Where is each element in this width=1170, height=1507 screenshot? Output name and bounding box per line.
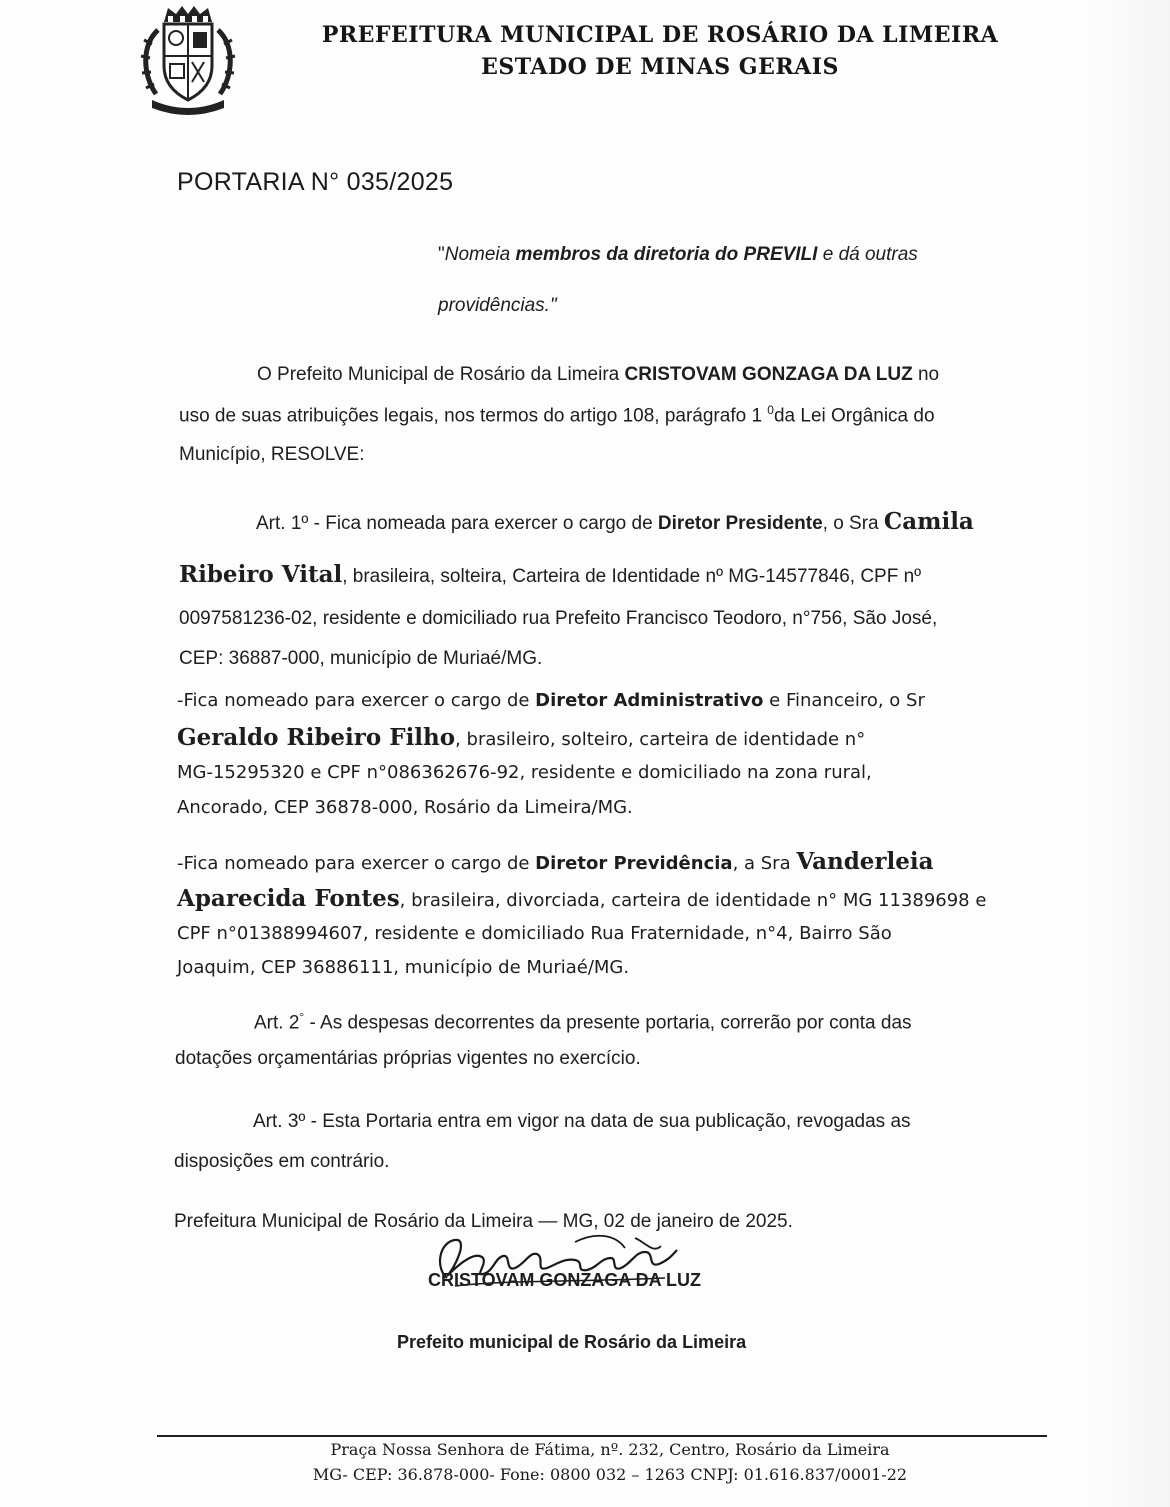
ementa-line-1: "Nomeia membros da diretoria do PREVILI e dá outras <box>438 244 918 265</box>
art1c-line-4: Joaquim, CEP 36886111, município de Muriaé/MG. <box>177 957 630 978</box>
footer-divider <box>157 1435 1047 1437</box>
header-state: ESTADO DE MINAS GERAIS <box>481 54 839 80</box>
preambulo-line-3: Município, RESOLVE: <box>179 444 365 465</box>
page-edge-shadow <box>1090 0 1170 1507</box>
art3-line-1: Art. 3º - Esta Portaria entra em vigor na data de sua publicação, revogadas as <box>253 1111 911 1132</box>
place-and-date: Prefeitura Municipal de Rosário da Limeira — MG, 02 de janeiro de 2025. <box>174 1211 793 1232</box>
coat-of-arms-icon <box>138 4 238 116</box>
footer-contact: MG- CEP: 36.878-000- Fone: 0800 032 – 1263 CNPJ: 01.616.837/0001-22 <box>312 1465 908 1484</box>
art1c-line-3: CPF n°01388994607, residente e domiciliado Rua Fraternidade, n°4, Bairro São <box>177 923 892 944</box>
art1b-line-3: MG-15295320 e CPF n°086362676-92, residente e domiciliado na zona rural, <box>177 762 872 783</box>
document-title: PORTARIA N° 035/2025 <box>177 168 454 196</box>
preambulo-line-1: O Prefeito Municipal de Rosário da Limeira CRISTOVAM GONZAGA DA LUZ no <box>257 364 940 385</box>
art1-line-4: CEP: 36887-000, município de Muriaé/MG. <box>179 648 543 669</box>
signer-role: Prefeito municipal de Rosário da Limeira <box>397 1332 747 1352</box>
footer-address: Praça Nossa Senhora de Fátima, nº. 232, Centro, Rosário da Limeira <box>330 1440 890 1459</box>
art1c-line-2: Aparecida Fontes, brasileira, divorciada, carteira de identidade n° MG 11389698 e <box>177 885 987 912</box>
art1-line-1: Art. 1º - Fica nomeada para exercer o cargo de Diretor Presidente, o Sra Camila <box>256 508 974 535</box>
header-municipality: PREFEITURA MUNICIPAL DE ROSÁRIO DA LIMEIRA <box>321 22 999 48</box>
art1-line-2: Ribeiro Vital, brasileira, solteira, Carteira de Identidade nº MG-14577846, CPF nº <box>179 561 922 588</box>
art2-line-1: Art. 2° - As despesas decorrentes da presente portaria, correrão por conta das <box>254 1010 912 1034</box>
art1c-line-1: -Fica nomeado para exercer o cargo de Diretor Previdência, a Sra Vanderleia <box>177 848 934 875</box>
signer-name: CRISTOVAM GONZAGA DA LUZ <box>428 1270 701 1290</box>
art1b-line-1: -Fica nomeado para exercer o cargo de Diretor Administrativo e Financeiro, o Sr <box>177 690 925 711</box>
art1b-line-2: Geraldo Ribeiro Filho, brasileiro, solteiro, carteira de identidade n° <box>177 724 866 751</box>
preambulo-line-2: uso de suas atribuições legais, nos termos do artigo 108, parágrafo 1 $^0$da Lei Orgânica do <box>179 403 935 427</box>
art1b-line-4: Ancorado, CEP 36878-000, Rosário da Limeira/MG. <box>177 797 633 818</box>
art3-line-2: disposições em contrário. <box>174 1151 390 1172</box>
art2-line-2: dotações orçamentárias próprias vigentes no exercício. <box>175 1048 641 1069</box>
ementa-line-2: providências." <box>438 295 557 316</box>
art1-line-3: 0097581236-02, residente e domiciliado rua Prefeito Francisco Teodoro, n°756, São José, <box>179 608 938 629</box>
